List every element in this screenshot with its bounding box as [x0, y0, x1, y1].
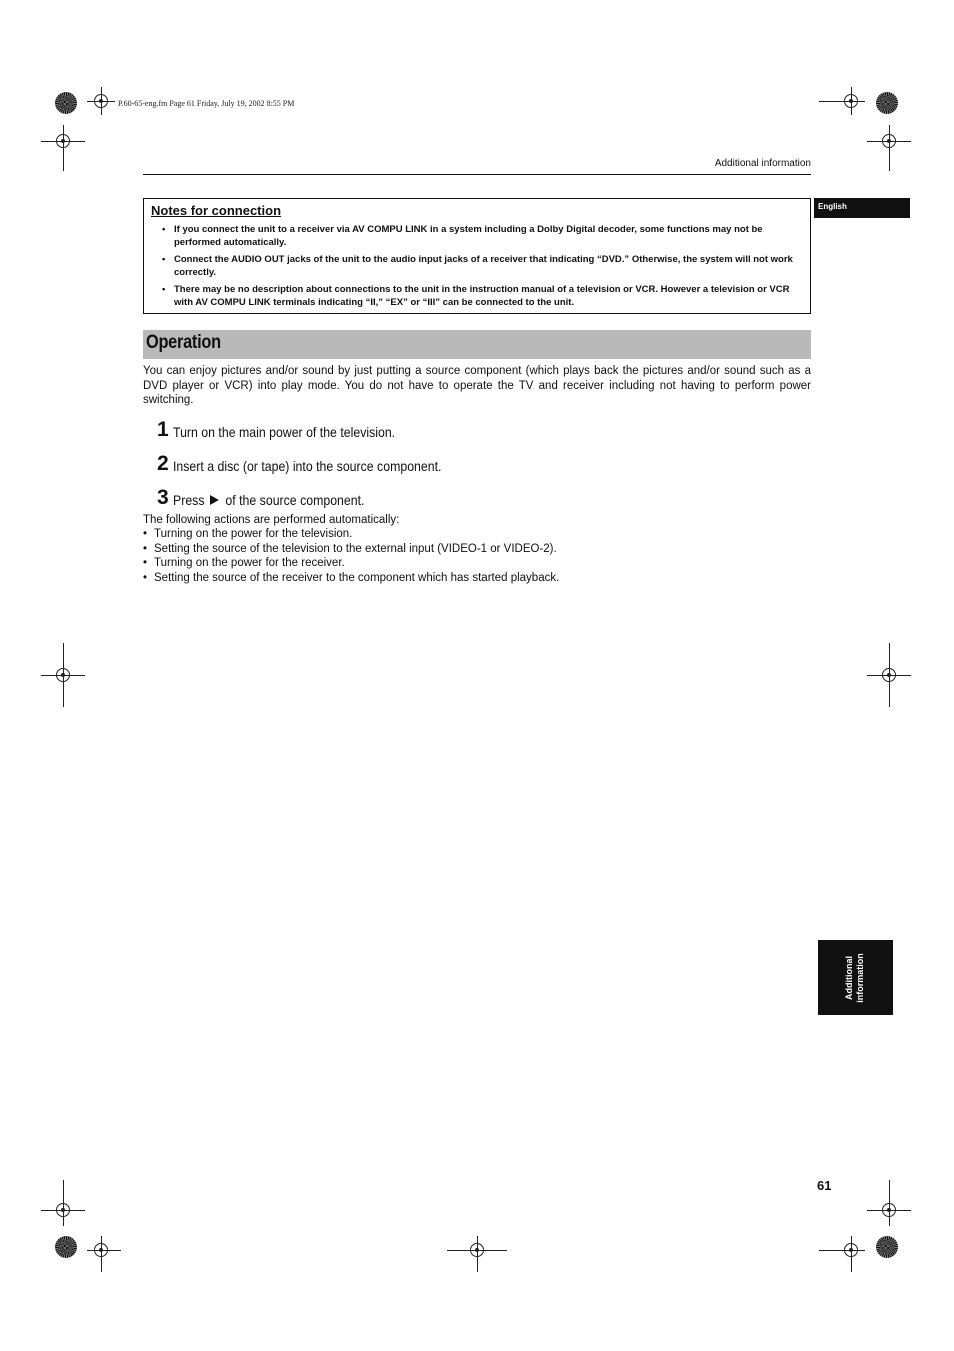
halftone-target: [876, 1236, 898, 1258]
side-tab-line-1: Additional: [844, 956, 854, 1000]
step-text: Turn on the main power of the television.: [173, 424, 396, 440]
intro-paragraph: You can enjoy pictures and/or sound by just putting a source component (which plays back the pictures and/or sound such as a DVD player or VCR) into play mode. You do not have to operate the TV and receiver including not having to perform power switching.: [143, 365, 811, 406]
action-item: • Setting the source of the television to the external input (VIDEO-1 or VIDEO-2).: [143, 542, 559, 557]
language-tab: English: [814, 198, 910, 218]
note-item: • There may be no description about connections to the unit in the instruction manual of a television or VCR. However a television or VCR with AV COMPU LINK terminals indicating “II,” “EX” or “III” can be connected to the unit.: [160, 283, 802, 309]
step-text-after: of the source component.: [225, 492, 365, 508]
side-tab-label: [844, 938, 866, 1018]
step-number: 3: [157, 486, 169, 509]
note-item: • Connect the AUDIO OUT jacks of the unit to the audio input jacks of a receiver that indicating “DVD.” Otherwise, the system will not work correctly.: [160, 253, 802, 279]
notes-title: Notes for connection: [151, 203, 282, 218]
file-info: P.60-65-eng.fm Page 61 Friday, July 19, 2002 8:55 PM: [118, 99, 295, 108]
play-icon: [210, 495, 219, 505]
actions-intro: The following actions are performed automatically:: [143, 514, 400, 526]
action-item: • Setting the source of the receiver to the component which has started playback.: [143, 571, 559, 586]
halftone-target: [55, 92, 77, 114]
notes-list: [160, 223, 802, 313]
page-number: 61: [817, 1178, 832, 1193]
step-text-before: Press: [173, 492, 205, 508]
side-tab-line-2: information: [855, 953, 865, 1003]
action-item: • Turning on the power for the television.: [143, 527, 559, 542]
step-number: 1: [157, 418, 169, 441]
step-text: [173, 492, 364, 508]
action-item: • Turning on the power for the receiver.: [143, 556, 559, 571]
section-heading-bar: [143, 330, 811, 359]
side-section-tab: [818, 940, 893, 1015]
header-rule: [143, 174, 811, 175]
notes-box: [143, 198, 811, 314]
note-item: • If you connect the unit to a receiver via AV COMPU LINK in a system including a Dolby Digital decoder, some functions may not be performed automatically.: [160, 223, 802, 249]
halftone-target: [55, 1236, 77, 1258]
section-title: Operation: [146, 332, 221, 353]
halftone-target: [876, 92, 898, 114]
running-header: Additional information: [714, 158, 811, 169]
step-text: Insert a disc (or tape) into the source component.: [173, 458, 442, 474]
actions-list: [143, 527, 559, 585]
step-number: 2: [157, 452, 169, 475]
